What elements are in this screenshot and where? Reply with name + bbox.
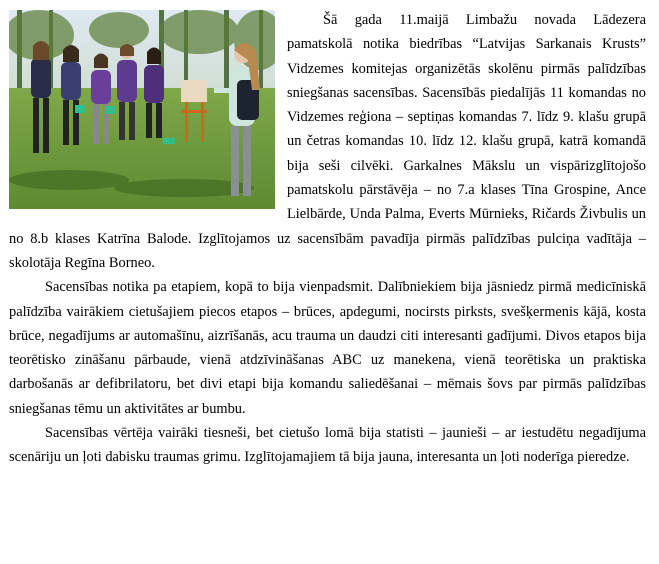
paragraph-3: Sacensības vērtēja vairāki tiesneši, bet cietušo lomā bija statisti – jaunieši – ar iestudētu negadījuma scenāriju un ļoti dabisku traumas grimu. Izglītojamajiem tā bija jauna, interesanta un ļoti noderīga pieredze. — [9, 425, 646, 466]
paragraph-2: Sacensības notika pa etapiem, kopā to bija vienpadsmit. Dalībniekiem bija jāsniedz pirmā medicīniskā palīdzība vairākiem cietušajiem piecos etapos – brūces, apdegumi, nocirsts pirksts, svešķermenis kājā, kosta brūce, negadījums ar automašīnu, aizrīšanās, acu trauma un daudzi citi interesanti gadījumi. Divos etapos bija teorētisko zināšanu pārbaude, vienā atdzīvināšanas ABC uz manekena, vienā teorētiska un praktiska darbošanās ar defibrilatoru, bet divi etapi bija komandu saliedēšanai – mēmais šovs par pirmās palīdzības sniegšanas tēmu un aktivitātes ar bumbu. — [9, 279, 646, 417]
group-photo-icon — [9, 10, 275, 209]
group-photo — [9, 10, 275, 209]
paragraph-1: Šā gada 11.maijā Limbažu novada Lādezera pamatskolā notika biedrības “Latvijas Sarkanais Krusts” Vidzemes komitejas organizētās skolēnu pirmās palīdzības sniegšanas sacensības. Sacensībās piedalījās 11 komandas no Vidzemes reģiona – septiņas komandas 7. līdz 9. klašu grupā un četras komandas 10. līdz 12. klašu grupā, katrā komandā bija seši cilvēki. Garkalnes Mākslu un vispārizglītojošo pamatskolu pārstāvēja – no 7.a klases Tīna Grospine, Ance Lielbārde, Unda Palma, Everts Mūrnieks, Ričards Živbulis un no 8.b klases Katrīna Balode. Izglītojamos uz sacensībām pavadīja pirmās palīdzības pulciņa vadītāja – skolotāja Regīna Borneo. — [9, 12, 646, 271]
article — [9, 8, 646, 470]
